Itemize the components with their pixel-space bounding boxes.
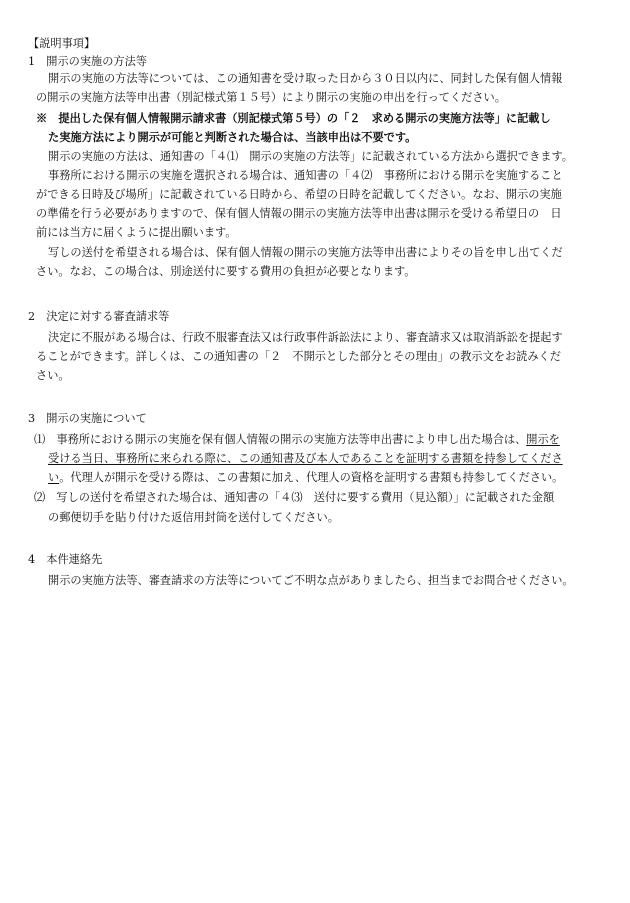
section-2-heading: 2 決定に対する審査請求等 (28, 310, 170, 323)
section-1-note-line-1: ※ 提出した保有個人情報開示請求書（別記様式第５号）の「２ 求める開示の実施方法等」に記載し (36, 111, 551, 125)
section-1-paragraph-2: 開示の実施の方法は、通知書の「４⑴ 開示の実施の方法等」に記載されている方法から選択できます。 (48, 150, 573, 163)
section-3-item-1-underlined-text: 開示を (526, 433, 560, 446)
section-1-paragraph-3-line-1: 事務所における開示の実施を選択される場合は、通知書の「４⑵ 事務所における開示を実施すること (48, 169, 563, 182)
section-3-item-2-line-1: ⑵ 写しの送付を希望された場合は、通知書の「４⑶ 送付に要する費用（見込額）」に記載された金額 (34, 491, 555, 504)
section-1-note-line-2: た実施方法により開示が可能と判断された場合は、当該申出は不要です。 (48, 130, 417, 144)
section-4-heading: 4 本件連絡先 (28, 553, 103, 566)
section-1-heading: 1 開示の実施の方法等 (28, 55, 147, 68)
section-1-paragraph-3-line-3: の準備を行う必要がありますので、保有個人情報の開示の実施方法等申出書は開示を受ける希望日の 日 (36, 207, 562, 220)
section-1-paragraph-1-line-2: の開示の実施方法等申出書（別記様式第１５号）により開示の実施の申出を行ってください。 (36, 91, 506, 104)
document-header: 【説明事項】 (28, 37, 96, 50)
section-3-item-1-line-1-text: ⑴ 事務所における開示の実施を保有個人情報の開示の実施方法等申出書により申し出た場合は、 (34, 433, 527, 446)
section-1-paragraph-4-line-2: さい。なお、この場合は、別途送付に要する費用の負担が必要となります。 (36, 265, 416, 278)
section-2-paragraph-line-3: さい。 (36, 369, 70, 382)
section-3-item-1-line-3 (48, 470, 563, 486)
section-3-item-2-line-2: の郵便切手を貼り付けた返信用封筒を送付してください。 (48, 511, 339, 524)
section-4-paragraph: 開示の実施方法等、審査請求の方法等についてご不明な点がありましたら、担当までお問合せください。 (48, 574, 574, 587)
section-3-item-1-line-3-text: 。代理人が開示を受ける際は、この書類に加え、代理人の資格を証明する書類も持参してください。 (59, 471, 564, 484)
section-1-paragraph-3-line-4: 前には当方に届くように提出願います。 (36, 226, 237, 239)
section-2-paragraph-line-2: ることができます。詳しくは、この通知書の「２ 不開示とした部分とその理由」の教示文をお読みくだ (36, 350, 561, 363)
section-3-item-1-line-1 (34, 432, 560, 448)
section-1-paragraph-1-line-1: 開示の実施の方法等については、この通知書を受け取った日から３０日以内に、同封した保有個人情報 (48, 72, 563, 85)
section-3-item-1-line-3-underlined: い (48, 471, 60, 484)
section-1-paragraph-3-line-2: ができる日時及び場所」に記載されている日時から、希望の日時を記載してください。なお、開示の実施 (36, 188, 562, 201)
section-2-paragraph-line-1: 決定に不服がある場合は、行政不服審査法又は行政事件訴訟法により、審査請求又は取消訴訟を提起す (48, 331, 563, 344)
section-3-item-1-line-2: 受ける当日、事務所に来られる際に、この通知書及び本人であることを証明する書類を持参してくださ (48, 452, 563, 465)
section-1-paragraph-4-line-1: 写しの送付を希望される場合は、保有個人情報の開示の実施方法等申出書によりその旨を申し出てくだ (48, 246, 563, 259)
section-3-heading: 3 開示の実施について (28, 412, 147, 425)
